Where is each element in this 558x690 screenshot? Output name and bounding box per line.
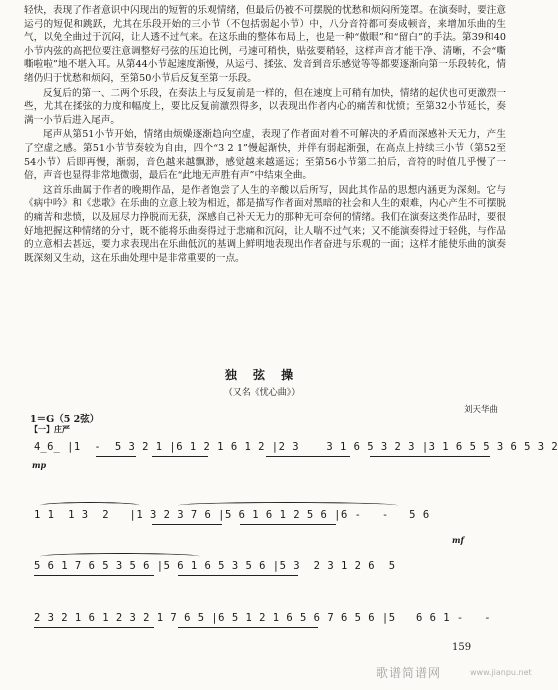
watermark [374, 662, 532, 686]
beam-line [178, 575, 298, 576]
beam-line [266, 456, 350, 457]
watermark-text: 歌谱简谱网 [376, 666, 442, 680]
score-line-1: 4̲6̲ |1 - 5 3 2 1 |6 1 2 1 6 1 2 |2 3 3 1 6 5 3 2 3 |3 1 6 5 5 3 6 5 3 2 [34, 441, 558, 453]
beam-line [152, 524, 222, 525]
paragraph-2: 反复后的第一、二两个乐段，在奏法上与反复前是一样的，但在速度上可稍有加快，情绪的起伏也可更激烈一些，尤其在揉弦的力度和幅度上，要比反复前激烈得多，以表现出作者内心的痛苦和忧愤；至第32小节延长，奏满一小节后进入尾声。 [24, 87, 506, 126]
commentary-text [24, 4, 506, 266]
section-marker: 【一】庄严 [30, 424, 70, 434]
slur-mark [40, 553, 200, 560]
page-number: 159 [452, 642, 472, 653]
beam-line [152, 456, 208, 457]
beam-line [240, 524, 336, 525]
dynamic-mf: mf [452, 535, 464, 545]
dynamic-mp: mp [32, 460, 47, 470]
piece-subtitle: （又名《忧心曲》） [223, 388, 301, 398]
paragraph-1: 轻快，表现了作者意识中闪现出的短暂的乐观情绪，但最后仍被不可摆脱的忧愁和烦闷所笼罩。在演奏时，要注意运弓的短促和跳跃，尤其在乐段开始的三小节（不包括弱起小节）中，八分音符都可奏成顿音，来增加乐曲的生气，以免全曲过于沉闷，让人透不过气来。在这乐曲的整体布局上，也是一种“傲眼”和“留白”的手法。第39和40小节内弦的高把位要注意调整好弓弦的压迫比例，弓速可稍快，贴弦要稍轻，这样声音才能干净、清晰，不会“嘶嘶啦啦”地不堪入耳。从第44小节起速度渐慢，从运弓、揉弦、发音到音乐感觉等等都要逐渐向第一乐段转化，情绪仍归于忧愁和烦闷，至第50小节后反复至第一乐段。 [24, 5, 506, 84]
beam-line [370, 456, 490, 457]
beam-line [96, 456, 136, 457]
score-line-3: 5 6 1 7 6 5 3 5 6 |5 6 1 6 5 3 5 6 |5 3 2 3 1 2 6 5 [34, 560, 396, 572]
slur-mark [40, 502, 140, 509]
slur-mark [178, 502, 398, 509]
score-line-4: 2 3 2 1 6 1 2 3 2 1 7 6 5 |6 5 1 2 1 6 5 6 7 6 5 6 |5 6 6 1 - - [34, 612, 492, 624]
paragraph-3: 尾声从第51小节开始，情绪由烦燥逐渐趋向空虚，表现了作者面对着不可解决的矛盾而深感补天无力，产生了空虚之感。第51小节节奏较为自由，四个“3 2 1”慢起渐快，并伴有弱起渐强，在高点上持续三小节（第52至54小节）后即再慢，渐弱，音色越来越飘渺，感觉越来越遥远；至第56小节第二拍后，音符的时值几乎慢了一倍，声音也显得非常地微弱，最后在“此地无声胜有声”中结束全曲。 [24, 129, 506, 182]
key-signature: 1＝G（5 2弦） [30, 414, 100, 425]
beam-line [34, 627, 154, 628]
beam-line [34, 575, 154, 576]
composer-credit: 刘天华曲 [463, 405, 498, 415]
paragraph-4: 这首乐曲属于作者的晚期作品，是作者饱尝了人生的辛酸以后所写，因此其作品的思想内涵更为深刻。它与《病中吟》和《悲歌》在乐曲的立意上较为相近，都是描写作者面对黑暗的社会和人生的艰难，内心产生不可摆脱的痛苦和悲愤，以及屈尽力挣脱而无获，深感自己补天无力的那种无可奈何的情绪。我们在演奏这类作品时，要很好地把握这种情绪的分寸，既不能将乐曲奏得过于悲痛和沉闷，让人喘不过气来；又不能演奏得过于轻佻，与作品的立意相去甚远，要力求表现出在乐曲低沉的基调上鲜明地表现出作者奋进与乐观的一面；这样才能使乐曲的演奏既深刻又生动，这在乐曲处理中是非常重要的一点。 [24, 184, 506, 264]
beam-line [178, 627, 318, 628]
score-line-2: 1 1 1 3 2 |1 3 2 3 7 6 |5 6 1 6 1 2 5 6 |6 - - 5 6 [34, 509, 430, 521]
watermark-url: www.jianpu.net [470, 668, 532, 677]
piece-title: 独 弦 操 [224, 368, 300, 382]
